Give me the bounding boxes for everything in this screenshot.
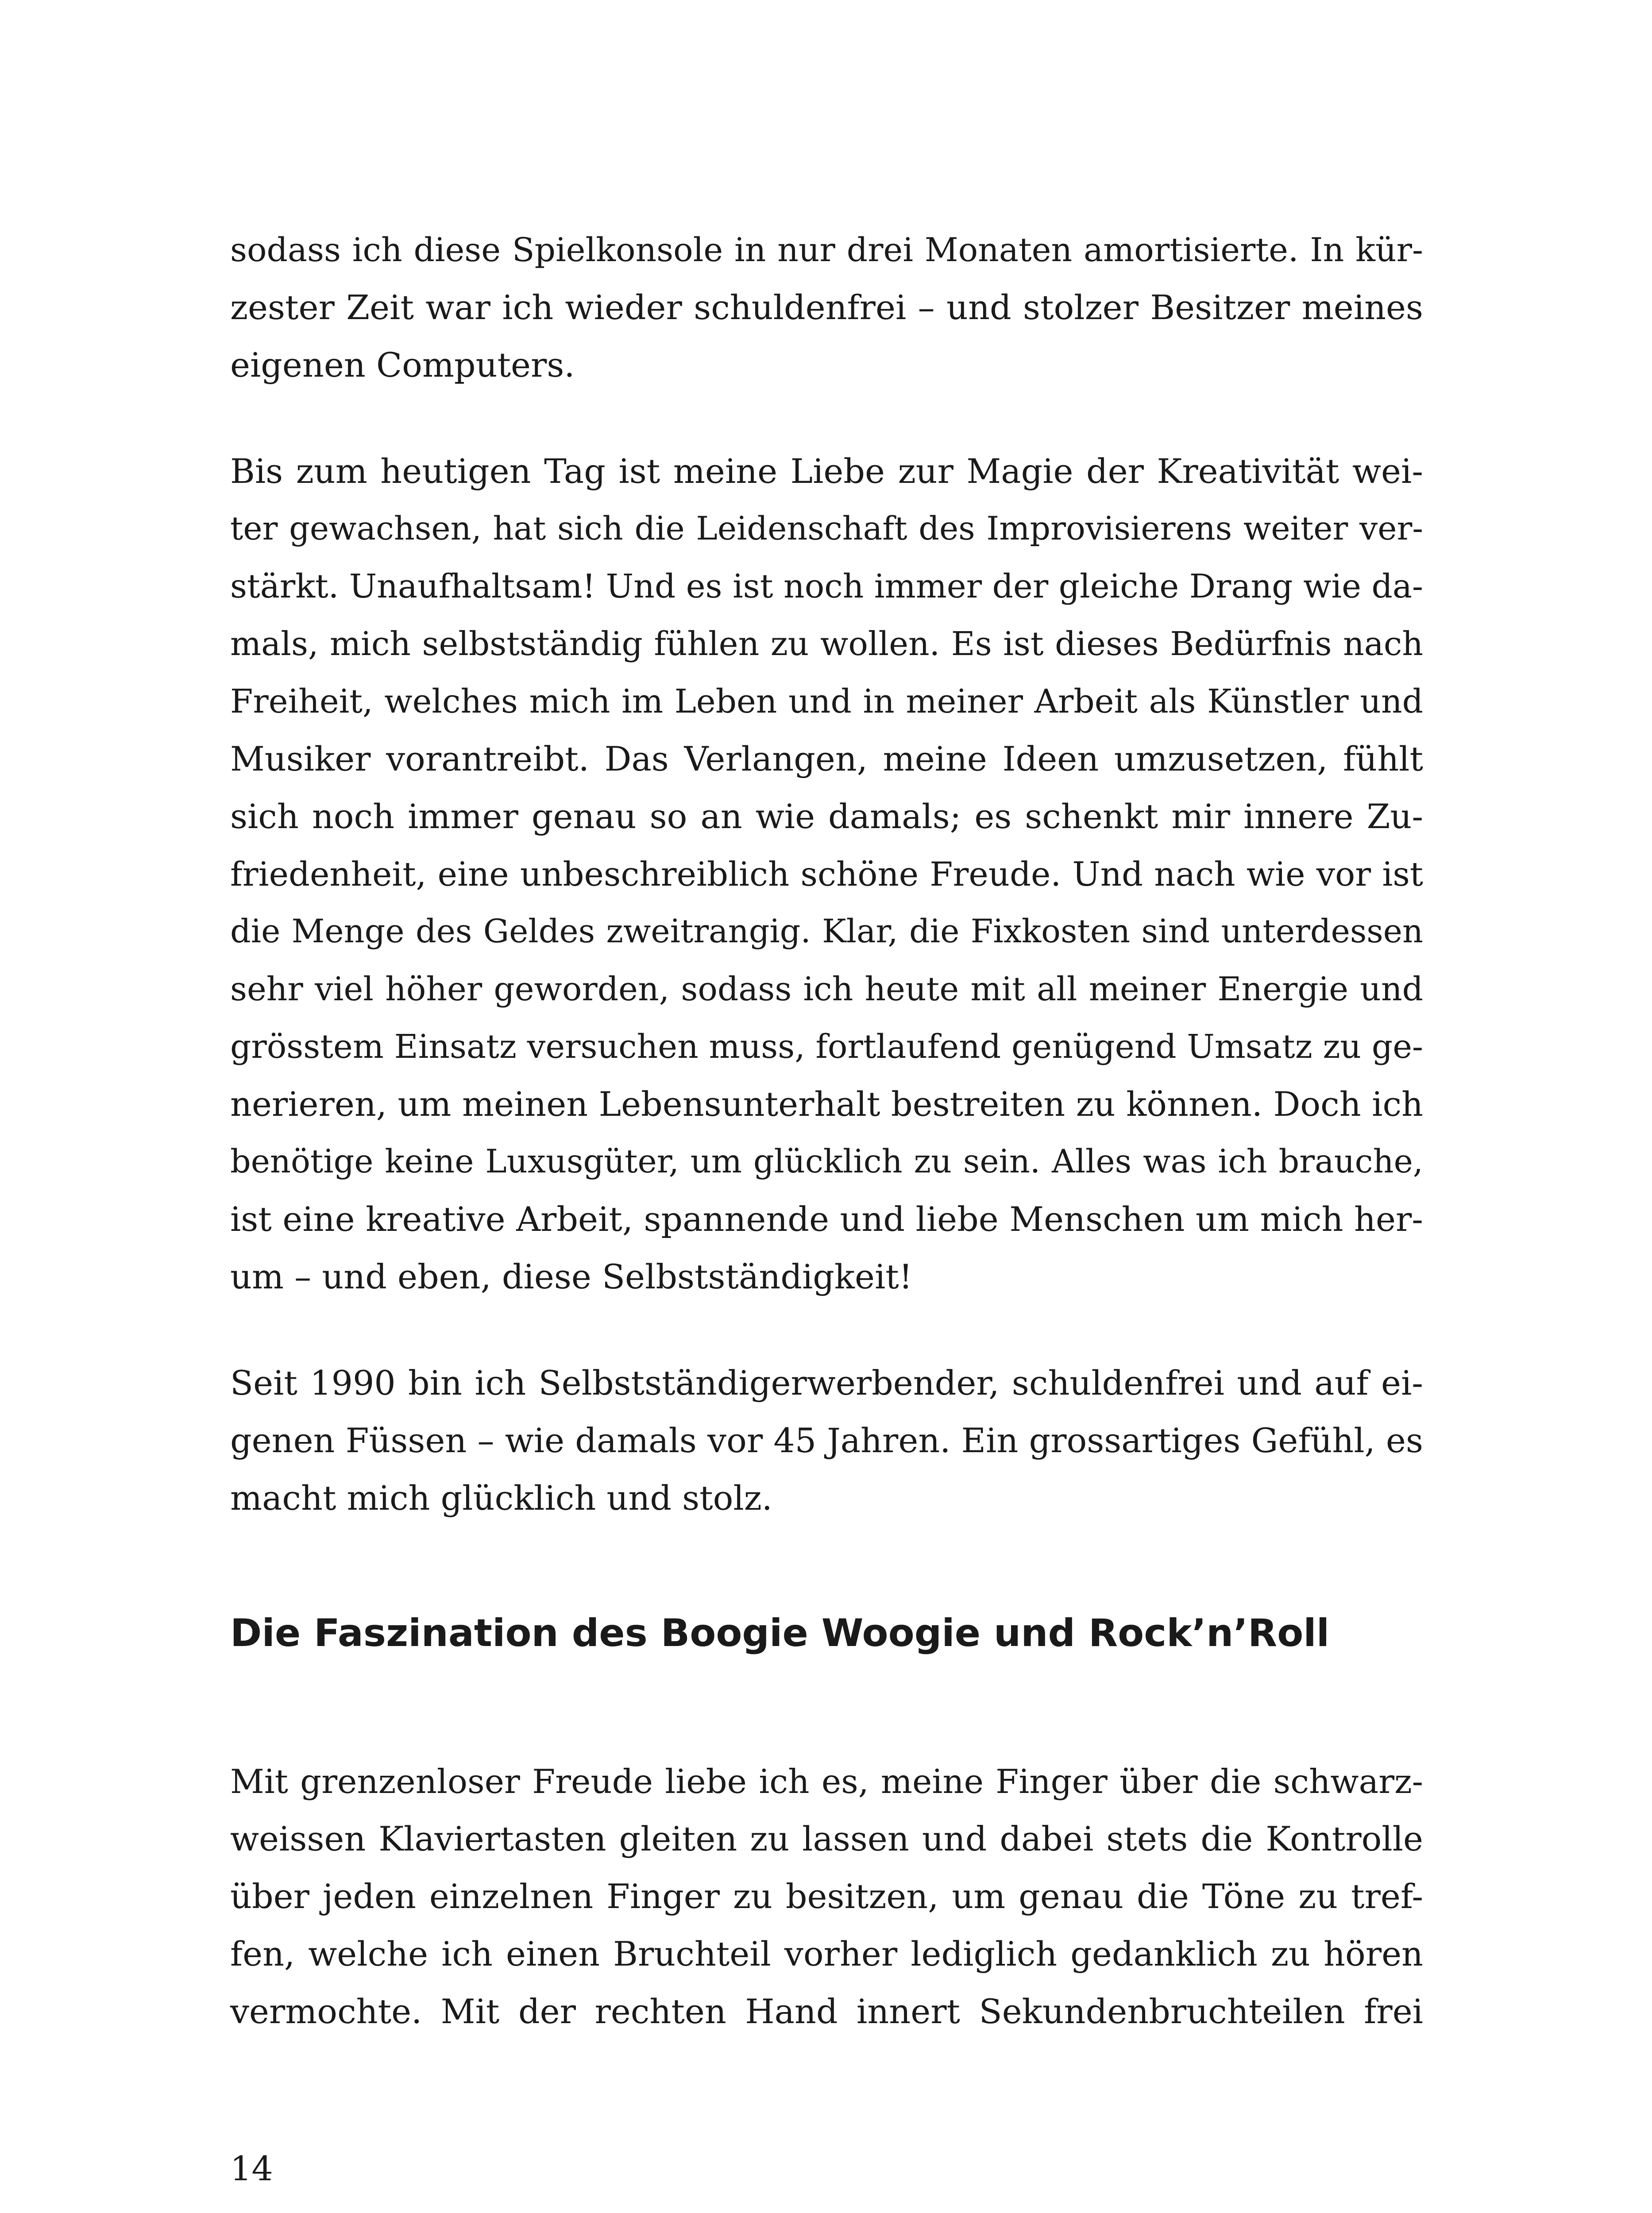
- text-line: vermochte. Mit der rechten Hand innert Sekundenbruchteilen frei: [230, 1992, 1423, 2031]
- text-line: ist eine kreative Arbeit, spannende und liebe Menschen um mich her-: [230, 1199, 1423, 1239]
- text-line: fen, welche ich einen Bruchteil vorher lediglich gedanklich zu hören: [230, 1934, 1423, 1974]
- text-line: um – und eben, diese Selbstständigkeit!: [230, 1257, 913, 1296]
- text-line: macht mich glücklich und stolz.: [230, 1478, 772, 1518]
- text-line: sodass ich diese Spielkonsole in nur drei Monaten amortisierte. In kür-: [230, 231, 1423, 269]
- text-line: nerieren, um meinen Lebensunterhalt bestreiten zu können. Doch ich: [230, 1084, 1423, 1124]
- text-line: ter gewachsen, hat sich die Leidenschaft des Improvisierens weiter ver-: [230, 510, 1423, 547]
- text-line: eigenen Computers.: [230, 345, 575, 385]
- text-line: Freiheit, welches mich im Leben und in meiner Arbeit als Künstler und: [230, 682, 1423, 721]
- text-line: mals, mich selbstständig fühlen zu wollen. Es ist dieses Bedürfnis nach: [230, 625, 1423, 663]
- text-line: Mit grenzenloser Freude liebe ich es, meine Finger über die schwarz-: [230, 1762, 1423, 1801]
- text-line: sehr viel höher geworden, sodass ich heute mit all meiner Energie und: [230, 970, 1423, 1008]
- text-line: stärkt. Unaufhaltsam! Und es ist noch immer der gleiche Drang wie da-: [230, 567, 1423, 605]
- text-line: sich noch immer genau so an wie damals; es schenkt mir innere Zu-: [230, 797, 1423, 836]
- text-line: Musiker vorantreibt. Das Verlangen, meine Ideen umzusetzen, fühlt: [230, 739, 1423, 779]
- text-line: Bis zum heutigen Tag ist meine Liebe zur Magie der Kreativität wei-: [230, 451, 1423, 491]
- page-number: 14: [230, 2149, 273, 2188]
- section-heading: Die Faszination des Boogie Woogie und Rock’n’Roll: [230, 1611, 1330, 1655]
- text-line: friedenheit, eine unbeschreiblich schöne Freude. Und nach wie vor ist: [230, 855, 1423, 894]
- text-line: die Menge des Geldes zweitrangig. Klar, die Fixkosten sind unterdessen: [230, 913, 1423, 950]
- text-line: grösstem Einsatz versuchen muss, fortlaufend genügend Umsatz zu ge-: [230, 1028, 1423, 1066]
- text-line: genen Füssen – wie damals vor 45 Jahren. Ein grossartiges Gefühl, es: [230, 1421, 1423, 1460]
- text-line: zester Zeit war ich wieder schuldenfrei – und stolzer Besitzer meines: [230, 288, 1423, 327]
- text-line: Seit 1990 bin ich Selbstständigerwerbender, schuldenfrei und auf ei-: [230, 1363, 1423, 1403]
- text-line: über jeden einzelnen Finger zu besitzen, um genau die Töne zu tref-: [230, 1877, 1423, 1916]
- text-line: weissen Klaviertasten gleiten zu lassen und dabei stets die Kontrolle: [230, 1819, 1423, 1858]
- text-line: benötige keine Luxusgüter, um glücklich zu sein. Alles was ich brauche,: [230, 1143, 1423, 1180]
